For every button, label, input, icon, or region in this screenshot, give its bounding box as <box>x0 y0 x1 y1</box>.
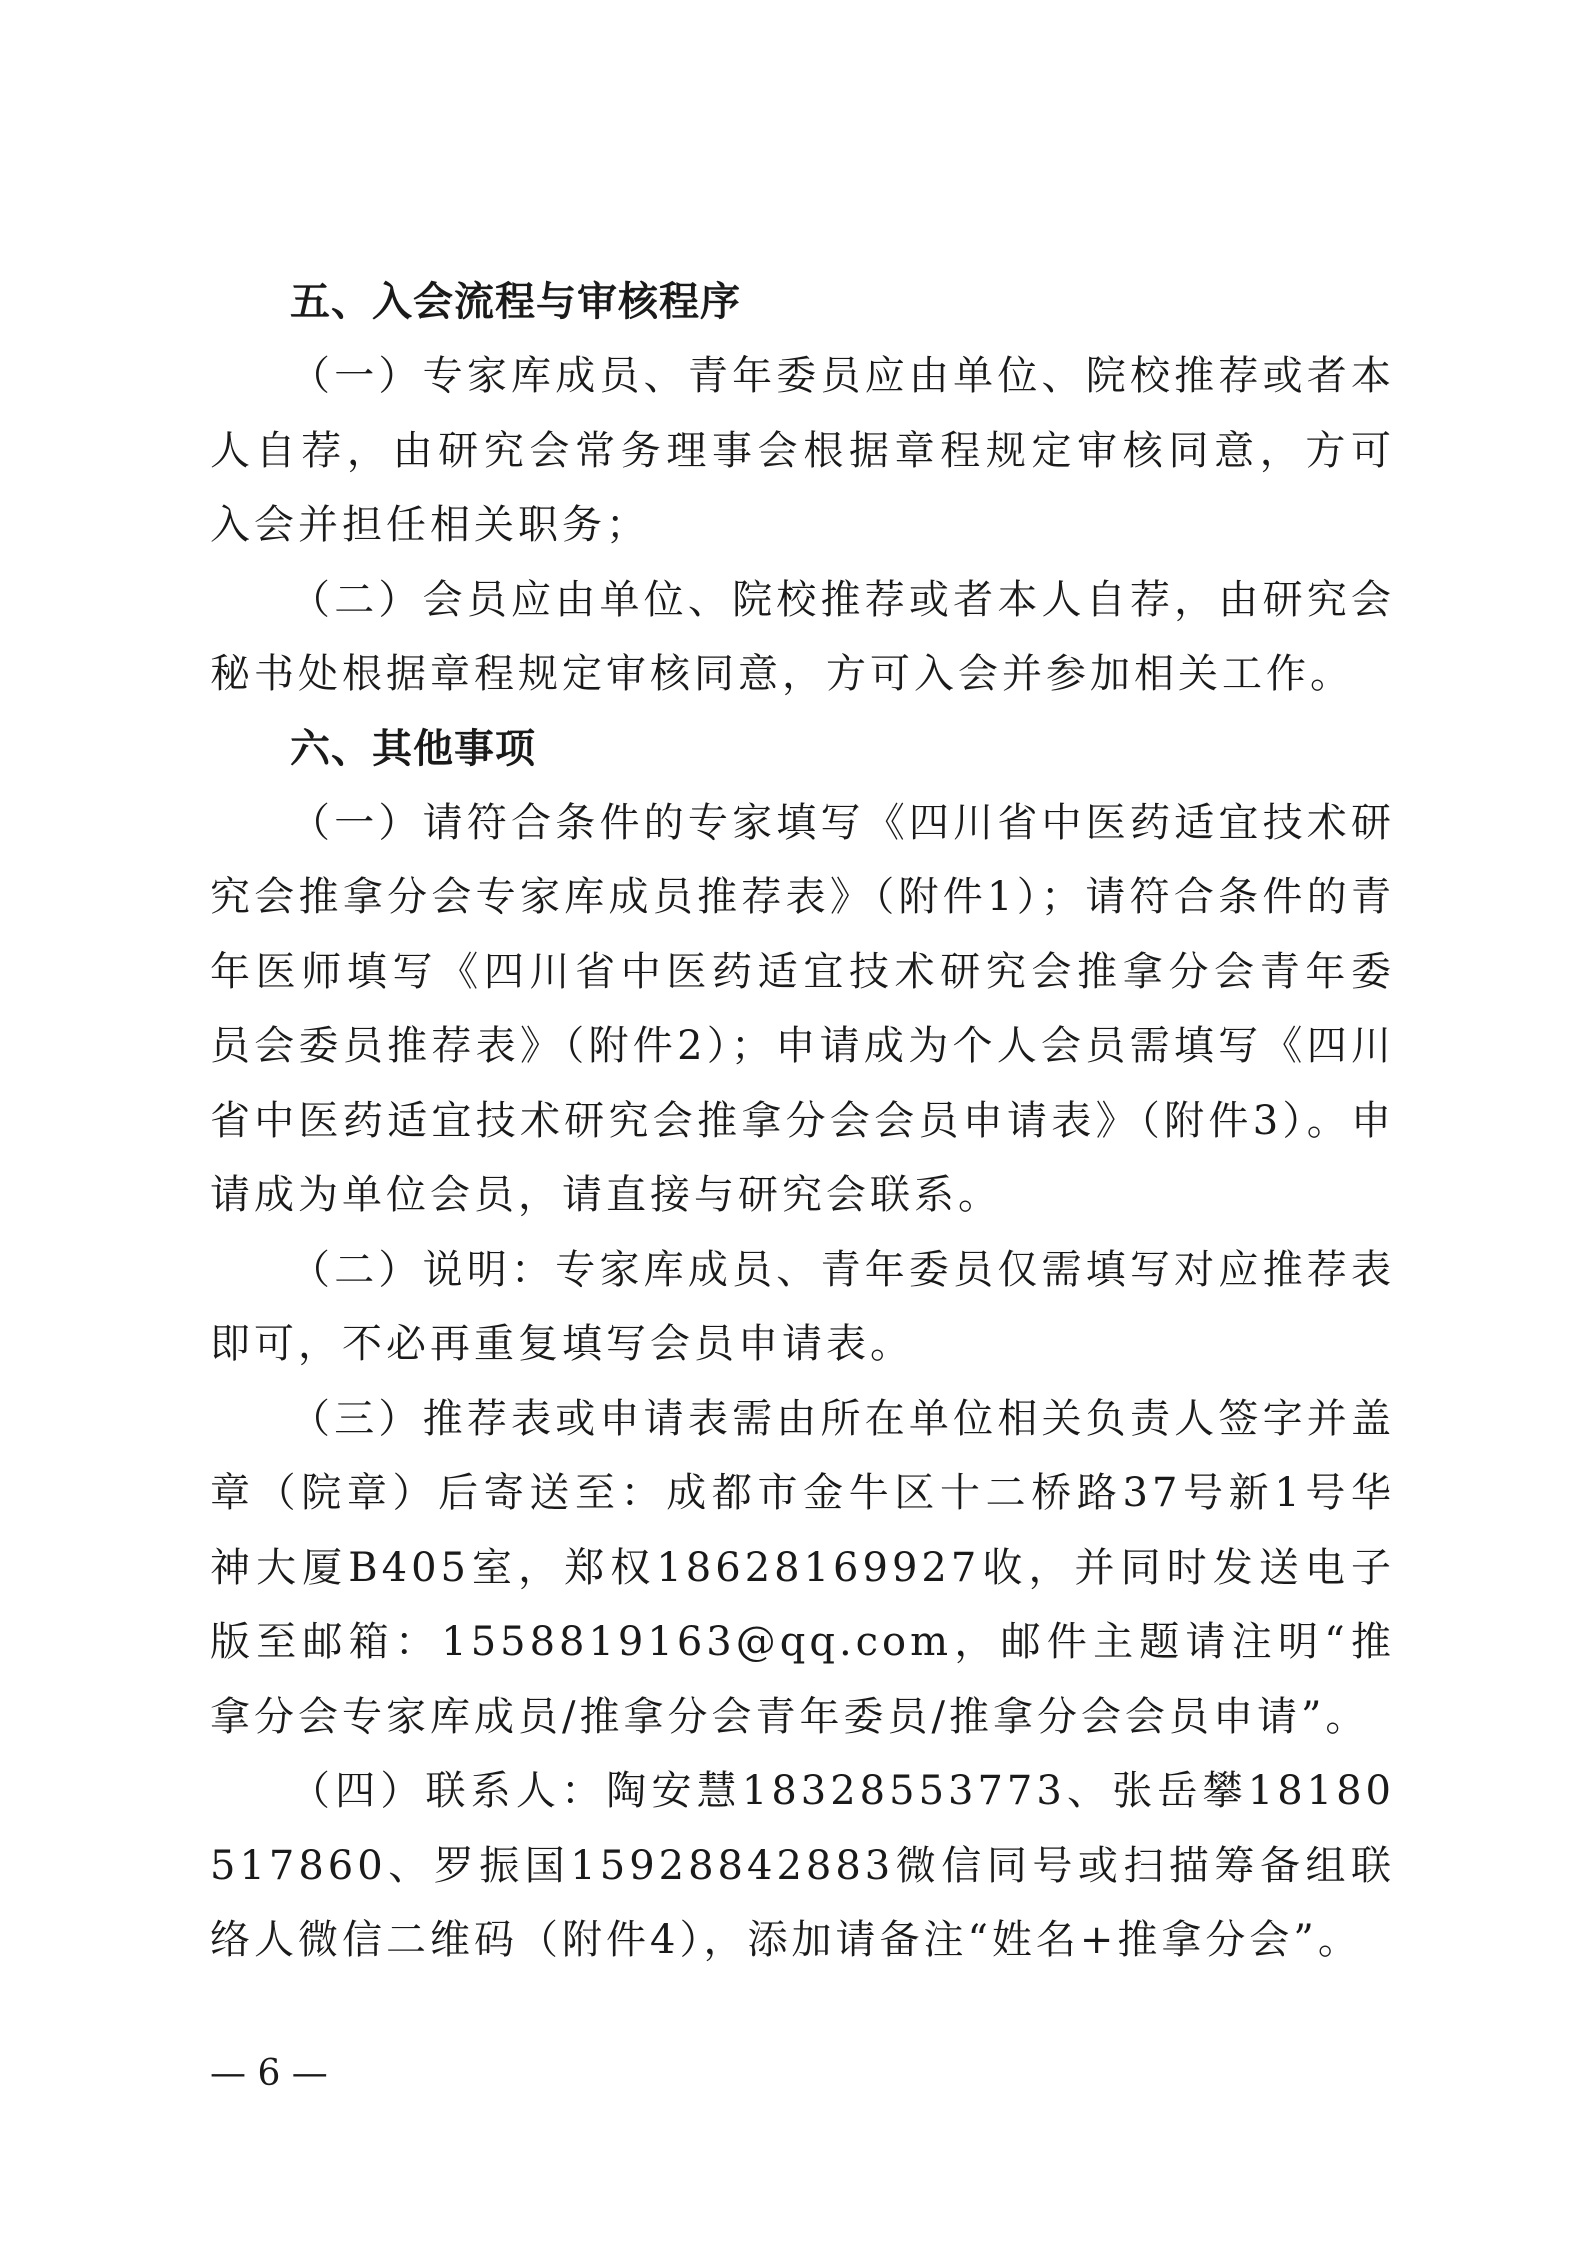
paragraph: （二）会员应由单位、院校推荐或者本人自荐，由研究会秘书处根据章程规定审核同意，方可入会并参加相关工作。 <box>210 576 1395 697</box>
paragraph: （一）专家库成员、青年委员应由单位、院校推荐或者本人自荐，由研究会常务理事会根据章程规定审核同意，方可入会并担任相关职务； <box>210 353 1395 548</box>
paragraph: （三）推荐表或申请表需由所在单位相关负责人签字并盖章（院章）后寄送至：成都市金牛区十二桥路37号新1号华神大厦B405室，郑权18628169927收，并同时发送电子版至邮箱：1558819163@qq.com，邮件主题请注明“推拿分会专家库成员/推拿分会青年委员/推拿分会会员申请”。 <box>210 1395 1395 1740</box>
paragraph: （四）联系人：陶安慧18328553773、张岳攀18180517860、罗振国15928842883微信同号或扫描筹备组联络人微信二维码（附件4），添加请备注“姓名+推拿分会”。 <box>210 1768 1395 1963</box>
section-heading-other-matters: 六、其他事项 <box>290 725 536 772</box>
document-body <box>210 265 1395 1978</box>
paragraph: （一）请符合条件的专家填写《四川省中医药适宜技术研究会推拿分会专家库成员推荐表》（附件1）；请符合条件的青年医师填写《四川省中医药适宜技术研究会推拿分会青年委员会委员推荐表》（附件2）；申请成为个人会员需填写《四川省中医药适宜技术研究会推拿分会会员申请表》（附件3）。申请成为单位会员，请直接与研究会联系。 <box>210 799 1395 1218</box>
paragraph: （二）说明：专家库成员、青年委员仅需填写对应推荐表即可，不必再重复填写会员申请表。 <box>210 1246 1395 1367</box>
section-heading-membership-process: 五、入会流程与审核程序 <box>290 279 741 325</box>
page-number: — 6 — <box>210 2053 328 2094</box>
